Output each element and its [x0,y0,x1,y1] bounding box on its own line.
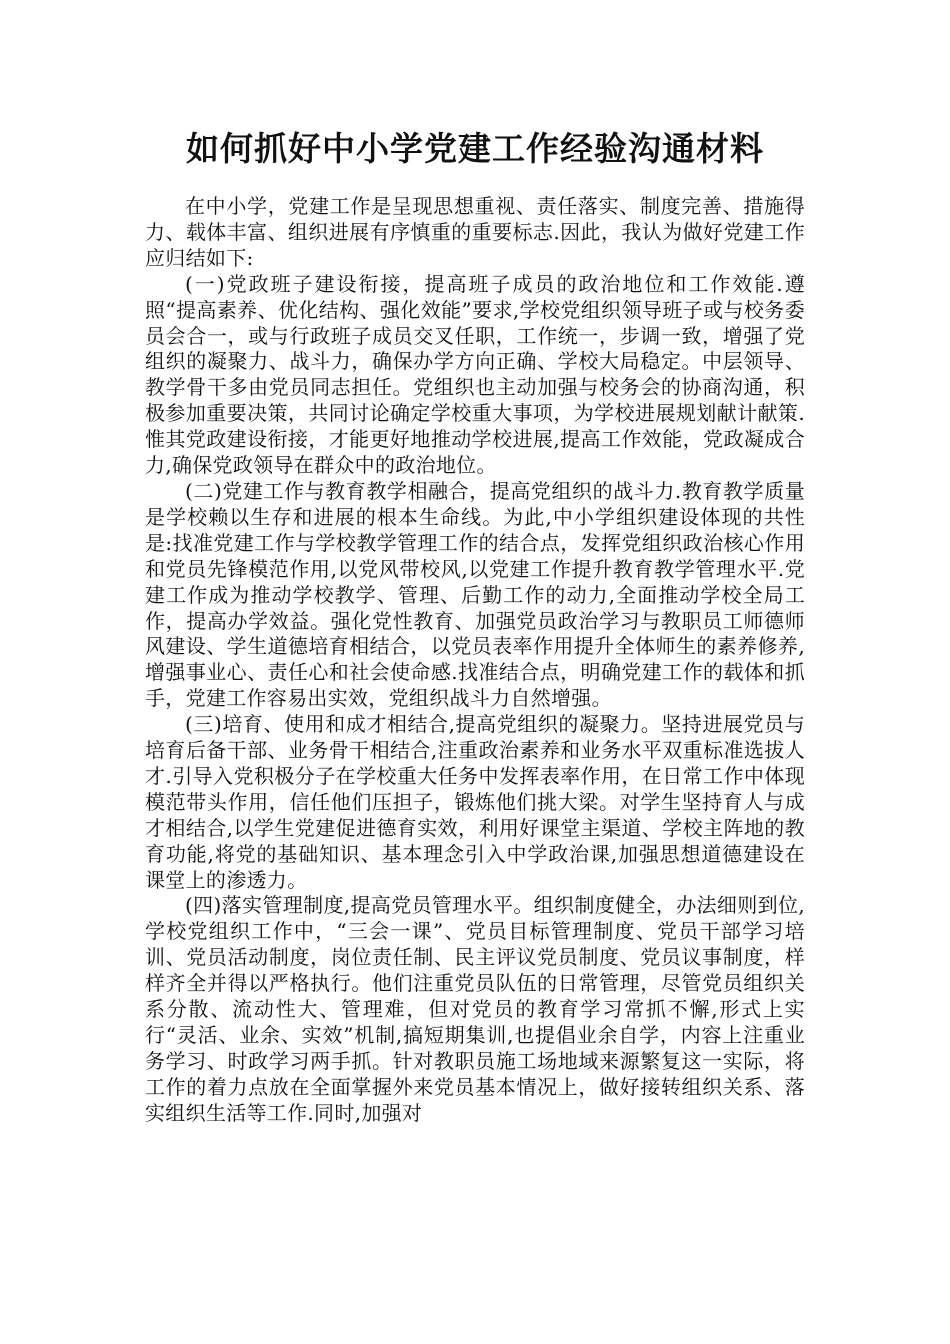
document-body [145,194,805,1127]
section-3-paragraph: (三)培育、使用和成才相结合,提高党组织的凝聚力。坚持进展党员与培育后备干部、业务骨干相结合,注重政治素养和业务水平双重标准选拔人才.引导入党积极分子在学校重大任务中发挥表率作用，在日常工作中体现模范带头作用，信任他们压担子，锻炼他们挑大梁。对学生坚持育人与成才相结合,以学生党建促进德育实效，利用好课堂主渠道、学校主阵地的教育功能,将党的基础知识、基本理念引入中学政治课,加强思想道德建设在课堂上的渗透力。 [145,712,805,892]
section-1-paragraph: (一)党政班子建设衔接，提高班子成员的政治地位和工作效能.遵照“提高素养、优化结构、强化效能”要求,学校党组织领导班子或与校务委员会合一，或与行政班子成员交叉任职，工作统一，步调一致，增强了党组织的凝聚力、战斗力，确保办学方向正确、学校大局稳定。中层领导、教学骨干多由党员同志担任。党组织也主动加强与校务会的协商沟通，积极参加重要决策，共同讨论确定学校重大事项，为学校进展规划献计献策.惟其党政建设衔接，才能更好地推动学校进展,提高工作效能，党政凝成合力,确保党政领导在群众中的政治地位。 [145,271,805,478]
document-title: 如何抓好中小学党建工作经验沟通材料 [186,129,764,168]
section-2-paragraph: (二)党建工作与教育教学相融合，提高党组织的战斗力.教育教学质量是学校赖以生存和进展的根本生命线。为此,中小学组织建设体现的共性是:找准党建工作与学校教学管理工作的结合点，发挥党组织政治核心作用和党员先锋模范作用,以党风带校风,以党建工作提升教育教学管理水平.党建工作成为推动学校教学、管理、后勤工作的动力,全面推动学校全局工作，提高办学效益。强化党性教育、加强党员政治学习与教职员工师德师风建设、学生道德培育相结合，以党员表率作用提升全体师生的素养修养,增强事业心、责任心和社会使命感.找准结合点，明确党建工作的载体和抓手，党建工作容易出实效，党组织战斗力自然增强。 [145,478,805,711]
document-page [145,0,805,1344]
intro-paragraph: 在中小学，党建工作是呈现思想重视、责任落实、制度完善、措施得力、载体丰富、组织进展有序慎重的重要标志.因此，我认为做好党建工作应归结如下: [145,194,805,270]
section-4-paragraph: (四)落实管理制度,提高党员管理水平。组织制度健全，办法细则到位,学校党组织工作中，“三会一课”、党员目标管理制度、党员干部学习培训、党员活动制度，岗位责任制、民主评议党员制度、党员议事制度，样样齐全并得以严格执行。他们注重党员队伍的日常管理，尽管党员组织关系分散、流动性大、管理难，但对党员的教育学习常抓不懈,形式上实行“灵活、业余、实效”机制,搞短期集训,也提倡业余自学，内容上注重业务学习、时政学习两手抓。针对教职员施工场地域来源繁复这一实际，将工作的着力点放在全面掌握外来党员基本情况上，做好接转组织关系、落实组织生活等工作.同时,加强对 [145,893,805,1125]
